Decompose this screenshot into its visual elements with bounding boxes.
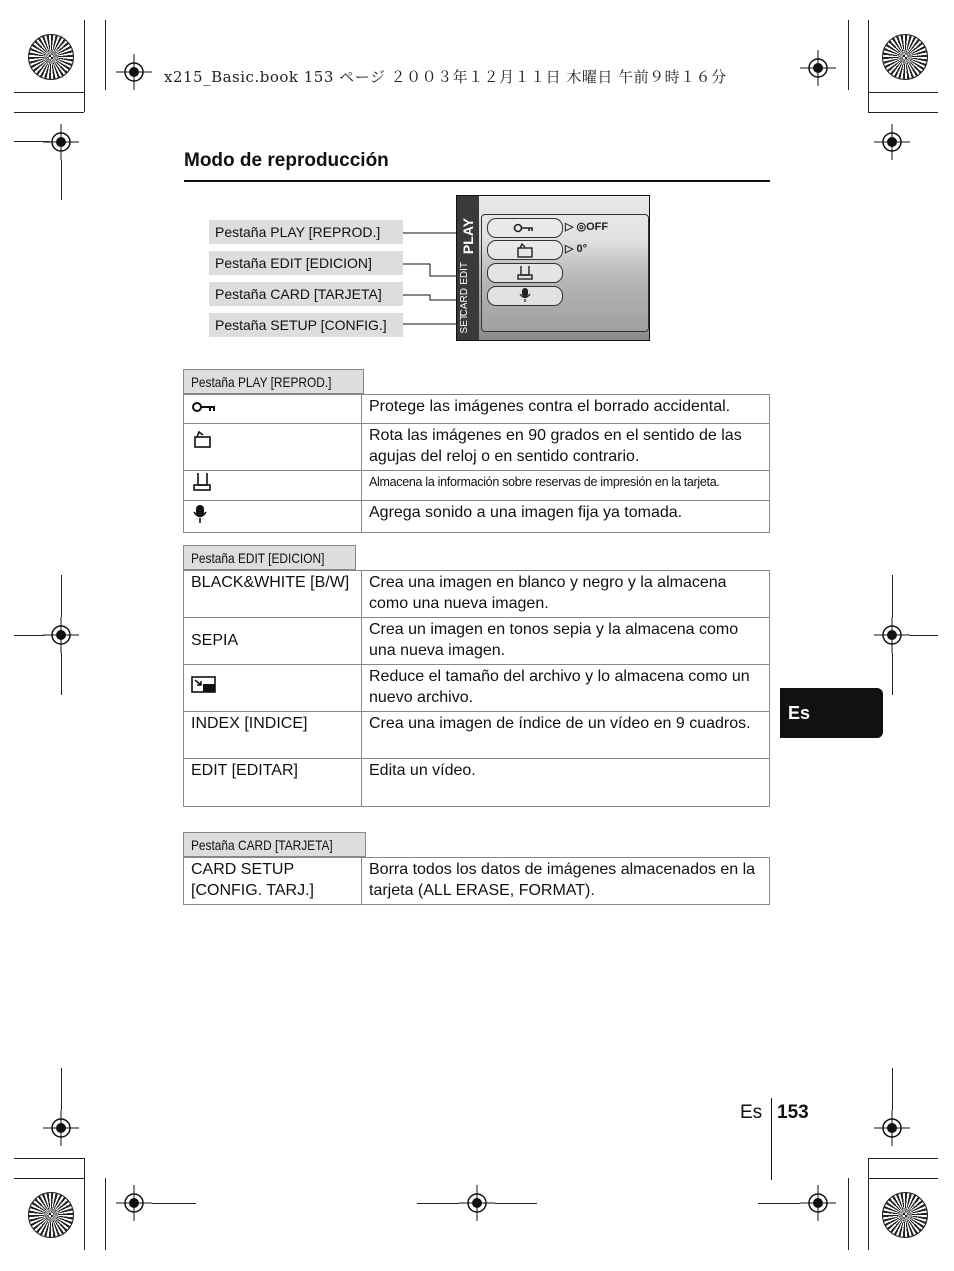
camera-tab-card: CARD xyxy=(459,288,470,317)
crosshair-mark xyxy=(43,124,79,160)
camera-tab-setup: SET xyxy=(459,314,470,334)
table-cell-desc: Protege las imágenes contra el borrado accidental. xyxy=(362,395,770,424)
footer-divider xyxy=(771,1098,772,1180)
registration-star-mark xyxy=(882,1192,928,1238)
crop-mark xyxy=(61,575,62,617)
table-row xyxy=(184,471,770,501)
table-cell-icon xyxy=(184,424,362,471)
crop-mark xyxy=(868,1158,938,1159)
play-table-caption: Pestaña PLAY [REPROD.] xyxy=(183,369,364,394)
crop-mark xyxy=(868,112,938,113)
edit-table-caption: Pestaña EDIT [EDICION] xyxy=(183,545,356,570)
table-cell-desc: Edita un vídeo. xyxy=(362,759,770,807)
registration-star-mark xyxy=(28,34,74,80)
crop-mark xyxy=(868,20,869,112)
camera-value-off: ▷ ◎OFF xyxy=(565,221,609,233)
table-cell-desc: Rota las imágenes en 90 grados en el sentido de las agujas del reloj o en sentido contrario. xyxy=(362,424,770,471)
leader-lines xyxy=(400,220,460,340)
crop-mark xyxy=(848,20,849,90)
crosshair-mark xyxy=(43,617,79,653)
microphone-icon xyxy=(191,504,209,524)
camera-tab-edit: EDIT xyxy=(459,262,470,285)
crosshair-mark xyxy=(800,1185,836,1221)
figure-label-setup: Pestaña SETUP [CONFIG.] xyxy=(209,313,403,337)
table-row xyxy=(184,712,770,759)
crop-mark xyxy=(61,653,62,695)
rotate-icon xyxy=(191,429,213,449)
card-table-caption: Pestaña CARD [TARJETA] xyxy=(183,832,366,857)
camera-screen xyxy=(456,195,650,341)
table-cell-desc: Crea una imagen en blanco y negro y la almacena como una nueva imagen. xyxy=(362,571,770,618)
microphone-icon xyxy=(513,287,537,303)
crop-mark xyxy=(868,1158,869,1250)
camera-item-print xyxy=(487,263,563,283)
crop-mark xyxy=(14,635,44,636)
crosshair-mark xyxy=(459,1185,495,1221)
crop-mark xyxy=(868,1178,938,1179)
camera-item-sound xyxy=(487,286,563,306)
crop-mark xyxy=(61,1068,62,1110)
crop-mark xyxy=(14,1178,84,1179)
registration-star-mark xyxy=(882,34,928,80)
table-cell-key: CARD SETUP [CONFIG. TARJ.] xyxy=(184,858,362,905)
crop-mark xyxy=(758,1203,800,1204)
camera-value-rotate: ▷ 0° xyxy=(565,243,588,255)
table-cell-desc: Crea un imagen en tonos sepia y la almacena como una nueva imagen. xyxy=(362,618,770,665)
registration-star-mark xyxy=(28,1192,74,1238)
edit-table xyxy=(183,570,770,807)
figure-label-play: Pestaña PLAY [REPROD.] xyxy=(209,220,403,244)
table-cell-desc: Agrega sonido a una imagen fija ya tomada. xyxy=(362,501,770,533)
camera-item-rotate xyxy=(487,240,563,260)
crop-mark xyxy=(868,92,938,93)
table-cell-desc: Crea una imagen de índice de un vídeo en 9 cuadros. xyxy=(362,712,770,759)
table-row xyxy=(184,395,770,424)
crop-mark xyxy=(84,1158,85,1250)
table-cell-icon xyxy=(184,501,362,533)
key-protect-icon xyxy=(191,399,219,415)
rotate-icon xyxy=(513,242,537,258)
crosshair-mark xyxy=(874,124,910,160)
table-row xyxy=(184,665,770,712)
table-cell-icon xyxy=(184,665,362,712)
print-reserve-icon xyxy=(191,472,213,492)
crosshair-mark xyxy=(116,1185,152,1221)
table-row xyxy=(184,759,770,807)
page-number: 153 xyxy=(777,1102,809,1123)
table-cell-key: BLACK&WHITE [B/W] xyxy=(184,571,362,618)
camera-tab-play: PLAY xyxy=(460,218,476,255)
figure-label-edit: Pestaña EDIT [EDICION] xyxy=(209,251,403,275)
table-cell-desc: Almacena la información sobre reservas de impresión en la tarjeta. xyxy=(362,471,770,501)
crosshair-mark xyxy=(116,54,152,90)
table-cell-desc: Borra todos los datos de imágenes almacenados en la tarjeta (ALL ERASE, FORMAT). xyxy=(362,858,770,905)
table-row xyxy=(184,858,770,905)
crop-mark xyxy=(105,20,106,90)
table-row xyxy=(184,618,770,665)
language-side-tab: Es xyxy=(780,688,883,738)
table-cell-key: EDIT [EDITAR] xyxy=(184,759,362,807)
crop-mark xyxy=(105,1178,106,1250)
crosshair-mark xyxy=(874,617,910,653)
print-header-line: x215_Basic.book 153 ページ ２００３年１２月１１日 木曜日 午前９時１６分 xyxy=(164,68,727,86)
crop-mark xyxy=(892,1068,893,1110)
table-cell-icon xyxy=(184,471,362,501)
camera-tab-bar xyxy=(457,196,479,340)
crop-mark xyxy=(152,1203,196,1204)
crop-mark xyxy=(495,1203,537,1204)
table-cell-key: INDEX [INDICE] xyxy=(184,712,362,759)
table-cell-desc: Reduce el tamaño del archivo y lo almacena como un nuevo archivo. xyxy=(362,665,770,712)
crop-mark xyxy=(417,1203,459,1204)
key-icon xyxy=(513,220,537,236)
crop-mark xyxy=(14,112,84,113)
crop-mark xyxy=(61,160,62,200)
print-reserve-icon xyxy=(513,265,537,281)
camera-item-protect xyxy=(487,218,563,238)
table-cell-icon xyxy=(184,395,362,424)
table-row xyxy=(184,571,770,618)
resize-icon xyxy=(191,676,217,694)
page-title: Modo de reproducción xyxy=(184,150,389,171)
crop-mark xyxy=(892,653,893,695)
card-table xyxy=(183,857,770,905)
play-table xyxy=(183,394,770,533)
crop-mark xyxy=(910,635,938,636)
table-cell-key: SEPIA xyxy=(184,618,362,665)
crosshair-mark xyxy=(874,1110,910,1146)
crop-mark xyxy=(848,1178,849,1250)
crop-mark xyxy=(892,575,893,617)
crosshair-mark xyxy=(43,1110,79,1146)
crop-mark xyxy=(84,20,85,112)
crosshair-mark xyxy=(800,50,836,86)
crop-mark xyxy=(14,92,84,93)
crop-mark xyxy=(14,141,50,142)
table-row xyxy=(184,424,770,471)
table-row xyxy=(184,501,770,533)
crop-mark xyxy=(14,1158,84,1159)
footer-language: Es xyxy=(740,1102,763,1123)
figure-label-card: Pestaña CARD [TARJETA] xyxy=(209,282,403,306)
title-rule xyxy=(184,180,770,182)
